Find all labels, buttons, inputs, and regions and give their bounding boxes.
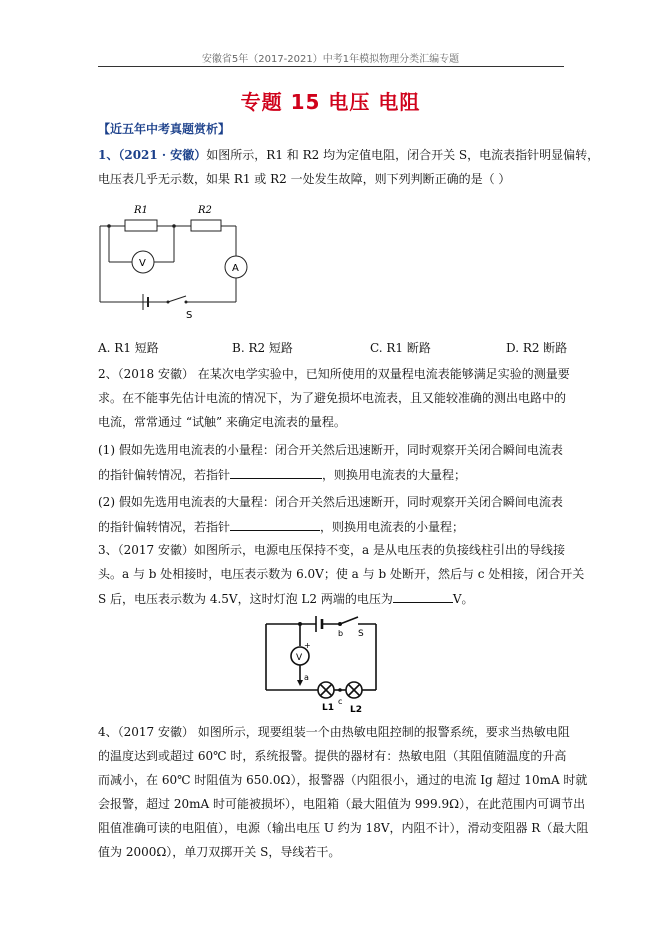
q3-line1: 3、（2017 安徽）如图所示，电源电压保持不变，a 是从电压表的负接线柱引出的导线接 bbox=[98, 543, 565, 557]
q2-line7 bbox=[98, 519, 464, 534]
voltmeter-label: V bbox=[296, 653, 303, 663]
q4-line2: 的温度达到或超过 60℃ 时，系统报警。提供的器材有：热敏电阻（其阻值随温度的升高 bbox=[98, 749, 567, 763]
q4-line5: 阻值准确可读的电阻值），电源（输出电压 U 约为 18V，内阻不计），滑动变阻器 R（最大阻 bbox=[98, 821, 589, 835]
r2-label: R2 bbox=[198, 205, 212, 216]
section-heading: 【近五年中考真题赏析】 bbox=[98, 122, 231, 136]
q4-line1: 4、（2017 安徽） 如图所示，现要组装一个由热敏电阻控制的报警系统，要求当热敏电阻 bbox=[98, 725, 570, 739]
q2-answer-blank-2[interactable] bbox=[230, 519, 320, 531]
q2-line1: 2、（2018 安徽） 在某次电学实验中，已知所使用的双量程电流表能够满足实验的测量要 bbox=[98, 367, 570, 381]
plus-label: + bbox=[304, 641, 311, 650]
lamp-l2-label: L2 bbox=[350, 705, 362, 714]
ammeter-label: A bbox=[232, 263, 239, 274]
q2-part1-text-a: 的指针偏转情况，若指针 bbox=[98, 468, 231, 482]
q4-line6: 值为 2000Ω），单刀双掷开关 S，导线若干。 bbox=[98, 845, 341, 859]
lamp-l1-label: L1 bbox=[322, 703, 334, 713]
q3-circuit-diagram bbox=[262, 614, 392, 714]
page-title: 专题 15 电压 电阻 bbox=[240, 90, 421, 114]
q2-line2: 求。在不能事先估计电流的情况下，为了避免损坏电流表，且又能较准确的测出电路中的 bbox=[98, 391, 567, 405]
page-header: 安徽省5年（2017-2021）中考1年模拟物理分类汇编专题 bbox=[201, 54, 460, 65]
switch-label: S bbox=[186, 310, 193, 320]
r1-label: R1 bbox=[134, 205, 148, 216]
q3-line2: 头。a 与 b 处相接时，电压表示数为 6.0V；使 a 与 b 处断开，然后与 c 处相接，闭合开关 bbox=[98, 567, 585, 581]
q3-line3 bbox=[98, 591, 474, 606]
q1-circuit-diagram bbox=[98, 196, 253, 320]
q1-line2: 电压表几乎无示数，如果 R1 或 R2 一处发生故障，则下列判断正确的是（ ） bbox=[98, 172, 511, 186]
q2-line6: (2) 假如先选用电流表的大量程：闭合开关然后迅速断开，同时观察开关闭合瞬间电流表 bbox=[98, 495, 563, 509]
point-c-label: c bbox=[338, 697, 343, 706]
q1-text-1: 如图所示，R1 和 R2 均为定值电阻，闭合开关 S，电流表指针明显偏转， bbox=[206, 148, 600, 162]
q2-line5 bbox=[98, 467, 466, 482]
q1-heading: 1、（2021 · 安徽） bbox=[98, 148, 207, 162]
r2-resistor bbox=[191, 220, 221, 231]
q3-answer-blank[interactable] bbox=[393, 591, 453, 603]
q3-text-b: V。 bbox=[452, 592, 474, 606]
switch-label: S bbox=[358, 629, 364, 639]
q2-part2-text-a: 的指针偏转情况，若指针 bbox=[98, 520, 231, 534]
q2-answer-blank-1[interactable] bbox=[230, 467, 322, 479]
q3-text-a: S 后，电压表示数为 4.5V，这时灯泡 L2 两端的电压为 bbox=[98, 592, 393, 606]
point-a-label: a bbox=[304, 673, 309, 682]
q2-part1-text-b: ，则换用电流表的大量程； bbox=[322, 468, 467, 482]
q2-line3: 电流，常常通过 “试触” 来确定电流表的量程。 bbox=[98, 415, 346, 429]
q1-option-b: B. R2 短路 bbox=[232, 341, 293, 355]
q2-part2-text-b: ，则换用电流表的小量程； bbox=[320, 520, 465, 534]
voltmeter-label: V bbox=[139, 258, 146, 269]
point-b-label: b bbox=[338, 629, 344, 638]
r1-resistor bbox=[125, 220, 157, 231]
q4-line4: 会报警，超过 20mA 时可能被损坏），电阻箱（最大阻值为 999.9Ω），在此范围内可调节出 bbox=[98, 797, 586, 811]
header-divider bbox=[98, 66, 564, 67]
q1-option-c: C. R1 断路 bbox=[370, 341, 431, 355]
q2-line4: (1) 假如先选用电流表的小量程：闭合开关然后迅速断开，同时观察开关闭合瞬间电流表 bbox=[98, 443, 563, 457]
q1-line1 bbox=[98, 148, 599, 162]
q1-option-d: D. R2 断路 bbox=[506, 341, 568, 355]
q1-option-a: A. R1 短路 bbox=[98, 341, 159, 355]
q4-line3: 而减小，在 60℃ 时阻值为 650.0Ω），报警器（内阻很小，通过的电流 Ig 超过 10mA 时就 bbox=[98, 773, 588, 787]
